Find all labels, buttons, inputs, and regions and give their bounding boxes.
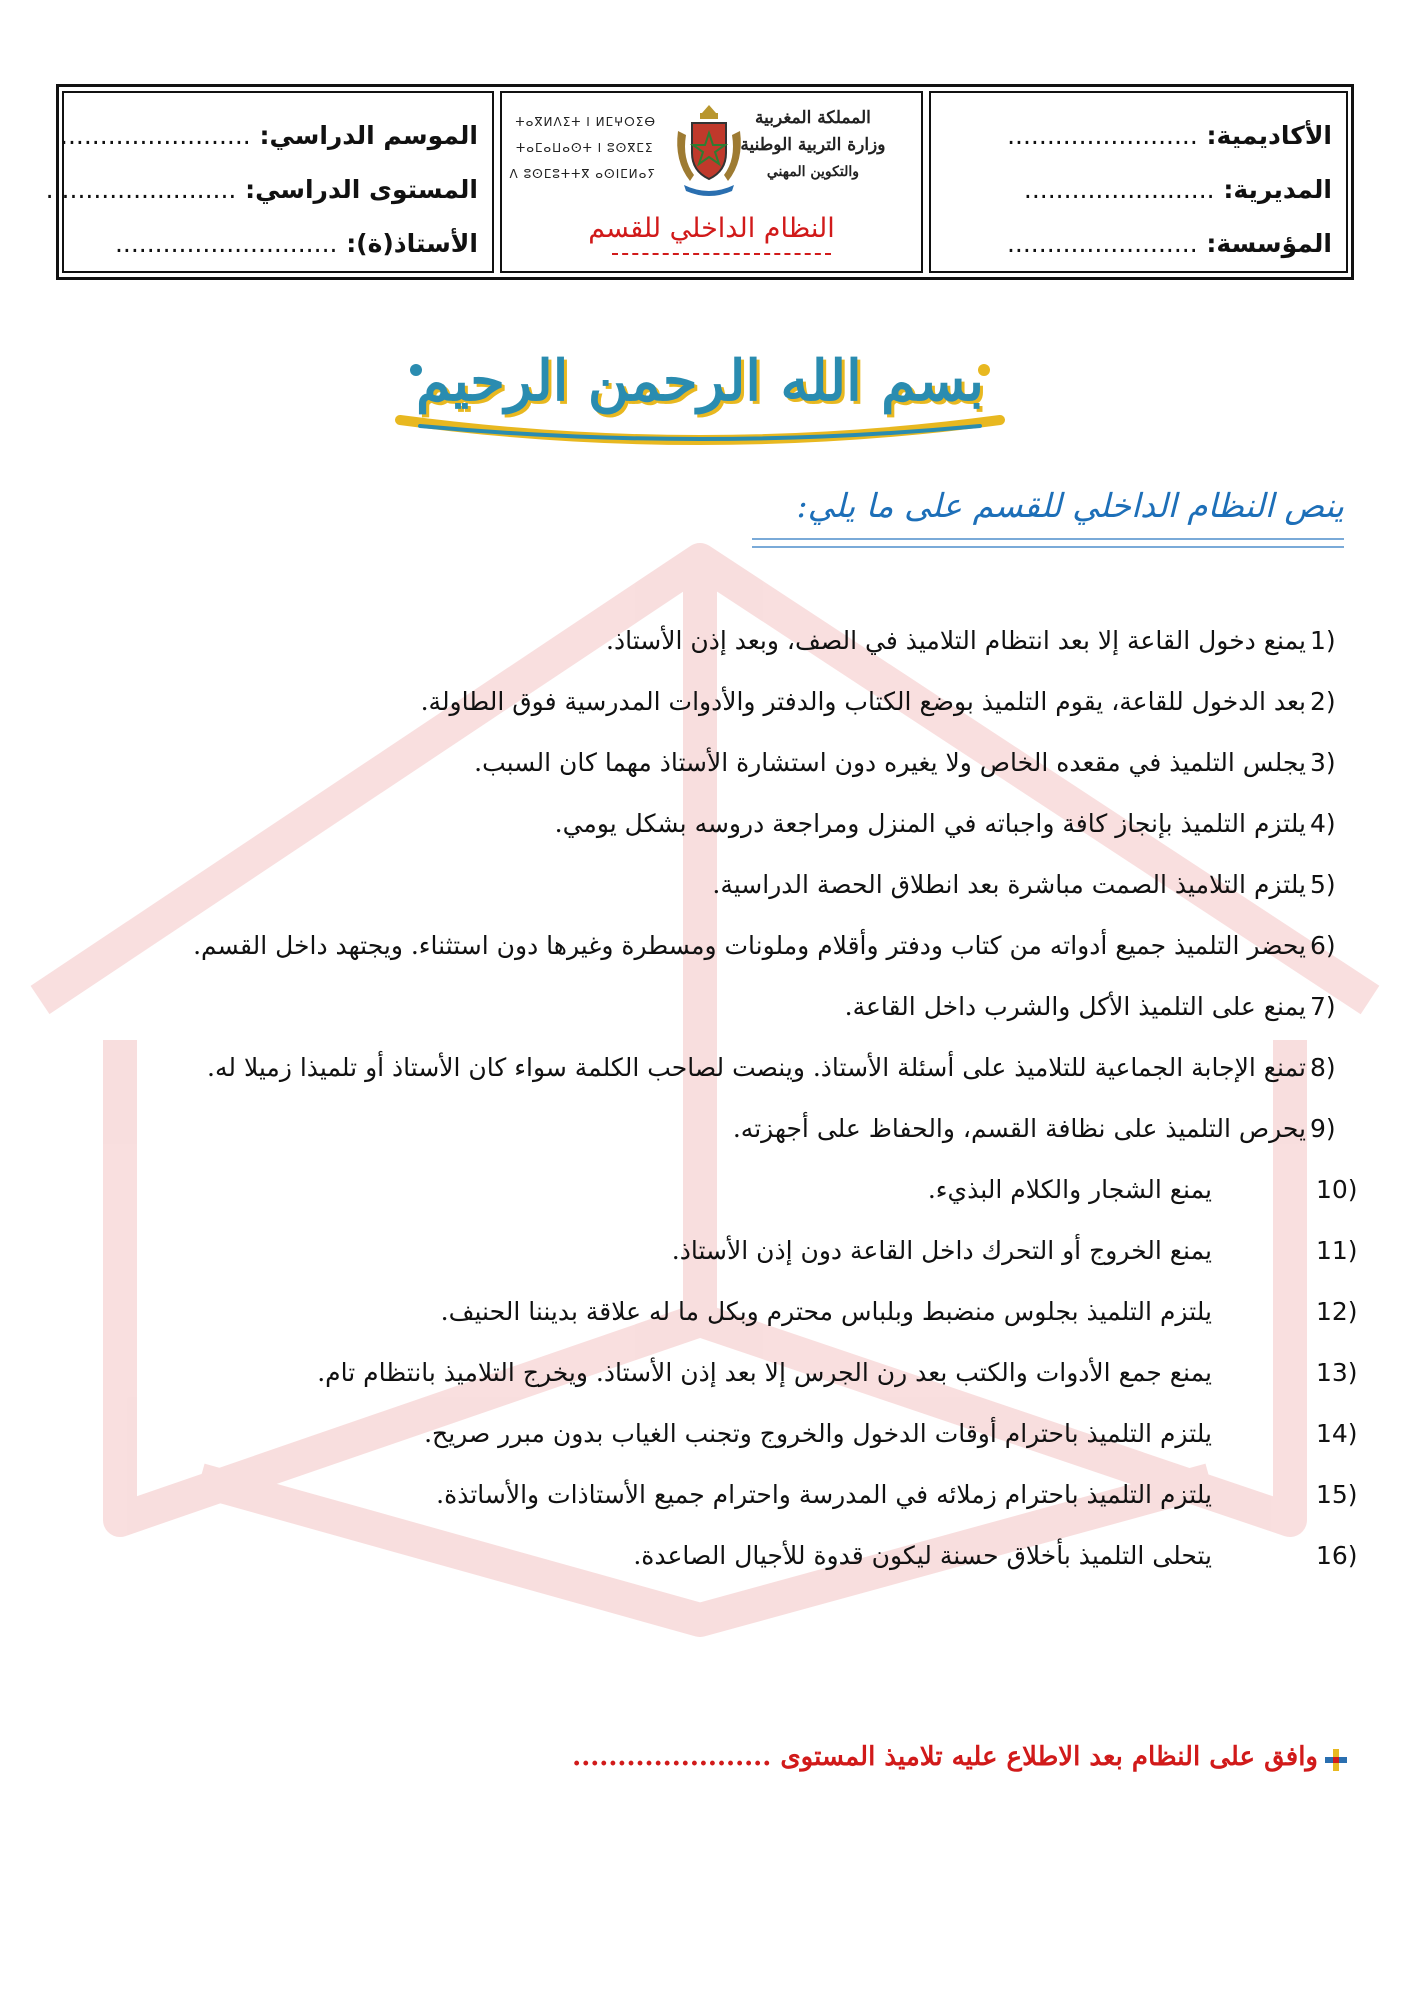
header-ministry-block <box>500 91 923 273</box>
rule-text: يلتزم التلميذ باحترام أوقات الدخول والخروج وتجنب الغياب بدون مبرر صريح. <box>424 1419 1212 1448</box>
basmala-calligraphy <box>380 330 1020 450</box>
list-item <box>100 1159 1358 1220</box>
rule-number: 14) <box>1316 1419 1358 1448</box>
basmala-text: بسم الله الرحمن الرحيم <box>416 348 984 414</box>
rule-number: 6) <box>1310 931 1336 960</box>
kingdom-line-2: وزارة التربية الوطنية <box>740 135 886 155</box>
teacher-value: ............................ <box>114 229 338 258</box>
rule-number: 8) <box>1310 1053 1336 1082</box>
institution-label: المؤسسة: <box>1206 229 1332 258</box>
rule-number: 10) <box>1316 1175 1358 1204</box>
list-item <box>100 610 1336 671</box>
plus-bullet-icon <box>1324 1748 1348 1772</box>
tifinagh-line-1: ⵜⴰⴳⵍⴷⵉⵜ ⵏ ⵍⵎⵖⵔⵉⴱ <box>515 115 656 129</box>
document-title: النظام الداخلي للقسم <box>588 213 835 244</box>
list-item <box>100 1403 1358 1464</box>
kingdom-text <box>723 105 903 186</box>
level-value: ........................ <box>45 175 237 204</box>
list-item <box>100 1464 1358 1525</box>
level-label: المستوى الدراسي: <box>245 175 478 204</box>
rule-number: 1) <box>1310 626 1336 655</box>
rule-number: 16) <box>1316 1541 1358 1570</box>
rule-text: يلتزم التلاميذ الصمت مباشرة بعد انطلاق الحصة الدراسية. <box>712 870 1306 899</box>
academy-value: ........................ <box>1007 121 1198 150</box>
directorate-label: المديرية: <box>1223 175 1332 204</box>
rule-text: يتحلى التلميذ بأخلاق حسنة ليكون قدوة للأجيال الصاعدة. <box>633 1541 1212 1570</box>
list-item <box>100 1220 1358 1281</box>
rule-text: يمنع جمع الأدوات والكتب بعد رن الجرس إلا بعد إذن الأستاذ. ويخرج التلاميذ بانتظام تام. <box>317 1358 1212 1387</box>
academy-line <box>945 109 1332 163</box>
rule-number: 13) <box>1316 1358 1358 1387</box>
list-item <box>100 1037 1336 1098</box>
institution-value: ........................ <box>1006 229 1198 258</box>
rules-intro-heading: ينص النظام الداخلي للقسم على ما يلي: <box>796 486 1344 525</box>
rule-text: يمنع دخول القاعة إلا بعد انتظام التلاميذ في الصف، وبعد إذن الأستاذ. <box>606 626 1306 655</box>
rule-text: يمنع الخروج أو التحرك داخل القاعة دون إذن الأستاذ. <box>671 1236 1212 1265</box>
rule-number: 7) <box>1310 992 1336 1021</box>
list-item <box>100 854 1336 915</box>
title-underline <box>612 253 831 255</box>
rule-text: يلتزم التلميذ باحترام زملائه في المدرسة واحترام جميع الأستاذات والأساتذة. <box>436 1480 1212 1509</box>
directorate-value: ........................ <box>1023 175 1215 204</box>
rule-number: 11) <box>1316 1236 1358 1265</box>
rule-number: 2) <box>1310 687 1336 716</box>
rule-text: يحرص التلميذ على نظافة القسم، والحفاظ على أجهزته. <box>732 1114 1306 1143</box>
rule-text: يجلس التلميذ في مقعده الخاص ولا يغيره دون استشارة الأستاذ مهما كان السبب. <box>474 748 1306 777</box>
institution-line <box>945 217 1332 271</box>
rule-number: 5) <box>1310 870 1336 899</box>
tifinagh-line-3: ⴷ ⵓⵙⵎⵓⵜⵜⴳ ⴰⵙⵏⵎⵍⴰⵢ <box>509 167 656 181</box>
school-year-value: ........................ <box>60 121 251 150</box>
rule-text: يلتزم التلميذ بجلوس منضبط وبلباس محترم وبكل ما له علاقة بديننا الحنيف. <box>440 1297 1212 1326</box>
teacher-label: الأستاذ(ة): <box>346 229 478 258</box>
list-item <box>100 1098 1336 1159</box>
teacher-line <box>78 217 478 271</box>
list-item <box>100 915 1336 976</box>
rule-text: يحضر التلميذ جميع أدواته من كتاب ودفتر وأقلام وملونات ومسطرة وغيرها دون استثناء. ويجتهد داخل القسم. <box>193 931 1306 960</box>
list-item <box>100 1342 1358 1403</box>
rule-text: تمنع الإجابة الجماعية للتلاميذ على أسئلة الأستاذ. وينصت لصاحب الكلمة سواء كان الأستاذ أو تلميذا زميلا له. <box>207 1053 1306 1082</box>
kingdom-line-3: والتكوين المهني <box>766 164 860 180</box>
tifinagh-line-2: ⵜⴰⵎⴰⵡⴰⵙⵜ ⵏ ⵓⵙⴳⵎⵉ <box>516 141 654 155</box>
directorate-line <box>945 163 1332 217</box>
list-item <box>100 732 1336 793</box>
tifinagh-text <box>509 109 656 187</box>
rule-text: يلتزم التلميذ بإنجاز كافة واجباته في المنزل ومراجعة دروسه بشكل يومي. <box>554 809 1306 838</box>
coat-of-arms-icon <box>672 101 746 197</box>
school-year-label: الموسم الدراسي: <box>259 121 478 150</box>
header-admin-info <box>929 91 1348 273</box>
approval-note: وافق على النظام بعد الاطلاع عليه تلاميذ المستوى ...................... <box>572 1742 1318 1772</box>
rules-list <box>100 610 1358 1586</box>
rule-text: يمنع على التلميذ الأكل والشرب داخل القاعة. <box>844 992 1306 1021</box>
rule-number: 3) <box>1310 748 1336 777</box>
rule-text: بعد الدخول للقاعة، يقوم التلميذ بوضع الكتاب والدفتر والأدوات المدرسية فوق الطاولة. <box>420 687 1306 716</box>
list-item <box>100 671 1336 732</box>
rule-number: 12) <box>1316 1297 1358 1326</box>
level-line <box>45 163 478 217</box>
intro-underline <box>752 538 1344 548</box>
list-item <box>100 1281 1358 1342</box>
header-class-info <box>45 91 494 273</box>
rule-number: 4) <box>1310 809 1336 838</box>
list-item <box>100 793 1336 854</box>
list-item <box>100 1525 1358 1586</box>
header-box <box>45 84 1354 280</box>
rule-text: يمنع الشجار والكلام البذيء. <box>927 1175 1212 1204</box>
list-item <box>100 976 1336 1037</box>
kingdom-line-1: المملكة المغربية <box>755 108 871 128</box>
school-year-line <box>60 109 478 163</box>
academy-label: الأكاديمية: <box>1206 121 1332 150</box>
rule-number: 9) <box>1310 1114 1336 1143</box>
rule-number: 15) <box>1316 1480 1358 1509</box>
